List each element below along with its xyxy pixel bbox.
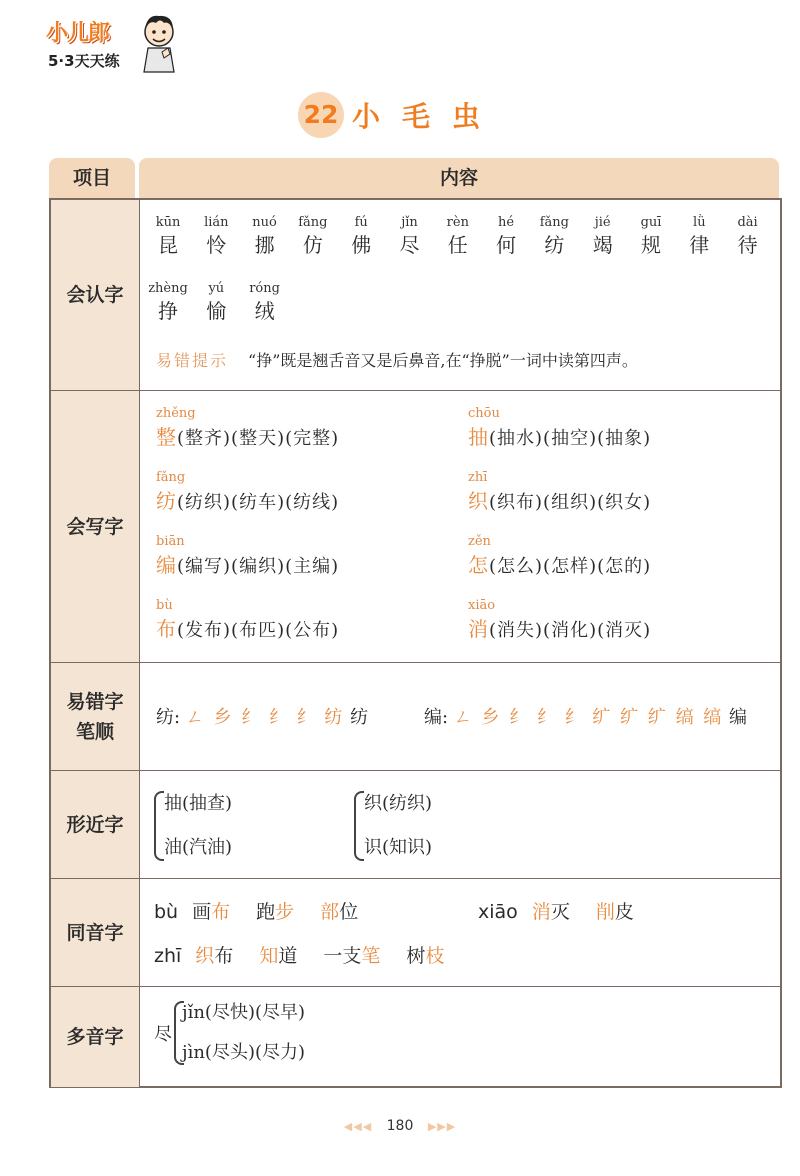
- pinyin: lǜ: [693, 215, 706, 230]
- stroke-item: 编: ㄥ 乡 纟 纟 纟 纩 纩 纩 缟 缟 编: [424, 707, 748, 728]
- pinyin: lián: [204, 215, 229, 230]
- pinyin: bù: [154, 901, 179, 923]
- pinyin-char: [438, 214, 478, 258]
- target-char: 抽: [468, 425, 489, 449]
- pinyin: zhī: [154, 945, 182, 967]
- homophone-word: 消灭: [531, 901, 570, 923]
- content-table: [49, 158, 779, 1088]
- target-char: 怎: [468, 553, 489, 577]
- pinyin: fǎng: [156, 470, 186, 485]
- pinyin-char: [148, 280, 188, 324]
- pinyin: zěn: [468, 534, 491, 549]
- homophone-group: [154, 941, 470, 968]
- pinyin: fǎng: [298, 215, 328, 230]
- homophone-word: 织布: [195, 945, 234, 967]
- table-body: [49, 198, 782, 1088]
- write-item: [468, 405, 651, 453]
- pinyin: zhèng: [148, 281, 188, 296]
- row-homophone: [51, 878, 780, 987]
- homophone-group: [154, 897, 384, 924]
- row-similar: [51, 770, 780, 879]
- hanzi: 律: [689, 233, 710, 257]
- words: (织布)(组织)(织女): [489, 492, 652, 513]
- page-footer: [0, 1118, 800, 1134]
- pinyin: fǎng: [539, 215, 570, 230]
- brand-subtitle: 5·3天天练: [48, 52, 120, 70]
- homophone-word: 部位: [320, 901, 359, 923]
- homophone-word: 知道: [259, 945, 298, 967]
- row-label: 同音字: [51, 879, 140, 987]
- pinyin: zhī: [468, 470, 488, 485]
- pinyin: fú: [354, 215, 368, 230]
- target-char: 布: [156, 617, 177, 641]
- write-item: [156, 533, 339, 581]
- tip-label: 易错提示: [156, 351, 229, 370]
- row-polyphone: [51, 986, 780, 1087]
- words: (编写)(编织)(主编): [177, 556, 340, 577]
- hanzi: 待: [737, 233, 758, 257]
- word-line: [468, 487, 651, 517]
- target-char: 消: [468, 617, 489, 641]
- pinyin-char: [245, 214, 285, 258]
- hanzi: 何: [496, 233, 517, 257]
- pinyin: jié: [594, 215, 611, 230]
- pinyin-char: [583, 214, 623, 258]
- pinyin-char: [148, 214, 188, 258]
- pinyin: yú: [208, 281, 225, 296]
- row-stroke: [51, 662, 780, 771]
- brand-title: 小儿郎: [46, 21, 110, 46]
- row-label: 多音字: [51, 987, 140, 1087]
- homophone-word: 一支笔: [323, 945, 381, 967]
- word-line: [156, 487, 339, 517]
- row-label: 形近字: [51, 771, 140, 879]
- pinyin: guī: [640, 215, 662, 230]
- pinyin-char: [245, 280, 285, 324]
- row-write: [51, 390, 780, 663]
- write-item: [156, 469, 339, 517]
- row-label: 易错字 笔顺: [51, 663, 140, 771]
- pinyin: kūn: [155, 215, 181, 230]
- pinyin-char: [679, 214, 719, 258]
- similar-word: 油(汽油): [164, 837, 233, 858]
- similar-word: 抽(抽查): [164, 793, 233, 814]
- page-number: 180: [386, 1118, 414, 1134]
- pinyin: xiāo: [468, 598, 496, 613]
- word-line: [156, 615, 339, 645]
- words: (纺织)(纺车)(纺线): [177, 492, 340, 513]
- lesson-name: 小毛虫: [351, 100, 502, 133]
- write-item: [468, 469, 651, 517]
- target-char: 整: [156, 425, 177, 449]
- word-line: [468, 423, 651, 453]
- tip-text: “挣”既是翘舌音又是后鼻音,在“挣脱”一词中读第四声。: [248, 351, 638, 370]
- word-line: [468, 615, 651, 645]
- pinyin: zhěng: [156, 406, 196, 421]
- header-content: 内容: [139, 158, 779, 198]
- homophone-word: 削皮: [595, 901, 634, 923]
- hanzi: 怜: [206, 233, 227, 257]
- polyphone-reading: jìn(尽头)(尽力): [182, 1042, 306, 1063]
- homophone-word: 树枝: [406, 945, 445, 967]
- brand-logo: [46, 10, 176, 74]
- words: (整齐)(整天)(完整): [177, 428, 340, 449]
- pinyin: dài: [737, 215, 758, 230]
- mascot-icon: [142, 12, 176, 74]
- hanzi: 挪: [254, 233, 275, 257]
- row-label: 会认字: [51, 200, 140, 390]
- similar-word: 织(纺织): [364, 793, 433, 814]
- pinyin: bù: [156, 598, 173, 613]
- lesson-number: 22: [298, 92, 344, 138]
- hanzi: 昆: [158, 233, 178, 257]
- word-line: [468, 551, 651, 581]
- lesson-title: [0, 92, 800, 138]
- hanzi: 挣: [158, 299, 178, 323]
- row-label: 会写字: [51, 391, 140, 663]
- pinyin: nuó: [252, 215, 277, 230]
- table-header: [49, 158, 779, 198]
- similar-content: [140, 771, 780, 879]
- header-item: 项目: [49, 158, 135, 198]
- polyphone-char: 尽: [154, 1024, 172, 1045]
- similar-word: 识(知识): [364, 837, 433, 858]
- write-content: [140, 391, 780, 663]
- pinyin: chōu: [468, 406, 500, 421]
- target-char: 编: [156, 553, 177, 577]
- arrow-right-icon: ▶▶▶: [427, 1120, 457, 1133]
- pinyin: róng: [249, 281, 280, 296]
- pinyin-char: [534, 214, 574, 258]
- stroke-content: [140, 663, 780, 771]
- word-line: [156, 423, 339, 453]
- hanzi: 任: [447, 233, 468, 257]
- write-item: [156, 405, 339, 453]
- homophone-group: [478, 897, 660, 924]
- hanzi: 佛: [351, 233, 372, 257]
- pinyin-char: [196, 280, 236, 324]
- polyphone-reading: jǐn(尽快)(尽早): [182, 1002, 306, 1023]
- words: (消失)(消化)(消灭): [489, 620, 652, 641]
- hanzi: 绒: [254, 299, 275, 323]
- pinyin: jǐn: [401, 215, 418, 230]
- pinyin-char: [293, 214, 333, 258]
- pinyin-char: [196, 214, 236, 258]
- hanzi: 尽: [399, 233, 420, 257]
- pinyin-char: [486, 214, 526, 258]
- homophone-content: [140, 879, 780, 987]
- pinyin-char: [631, 214, 671, 258]
- hanzi: 规: [641, 233, 661, 257]
- words: (怎么)(怎样)(怎的): [489, 556, 652, 577]
- hanzi: 仿: [302, 233, 323, 257]
- hanzi: 愉: [206, 299, 227, 323]
- pinyin: xiāo: [478, 901, 518, 923]
- tip-line: [156, 348, 638, 371]
- target-char: 纺: [156, 489, 177, 513]
- words: (发布)(布匹)(公布): [177, 620, 340, 641]
- pinyin-char: [390, 214, 430, 258]
- hanzi: 竭: [592, 233, 613, 257]
- words: (抽水)(抽空)(抽象): [489, 428, 652, 449]
- word-line: [156, 551, 339, 581]
- hanzi: 纺: [544, 233, 565, 257]
- homophone-word: 画布: [192, 901, 231, 923]
- stroke-item: 纺: ㄥ 乡 纟 纟 纟 纺 纺: [156, 707, 369, 728]
- row-recognize: [51, 200, 780, 390]
- write-item: [156, 597, 339, 645]
- pinyin: biān: [156, 534, 185, 549]
- polyphone-content: [140, 987, 780, 1087]
- write-item: [468, 597, 651, 645]
- arrow-left-icon: ◀◀◀: [343, 1120, 373, 1133]
- write-item: [468, 533, 651, 581]
- pinyin-char: [341, 214, 381, 258]
- homophone-word: 跑步: [256, 901, 295, 923]
- pinyin: hé: [498, 215, 515, 230]
- pinyin-char: [728, 214, 768, 258]
- recognize-content: [140, 200, 780, 390]
- brace-icon: [354, 791, 364, 861]
- pinyin: rèn: [446, 215, 469, 230]
- brace-icon: [154, 791, 164, 861]
- target-char: 织: [468, 489, 489, 513]
